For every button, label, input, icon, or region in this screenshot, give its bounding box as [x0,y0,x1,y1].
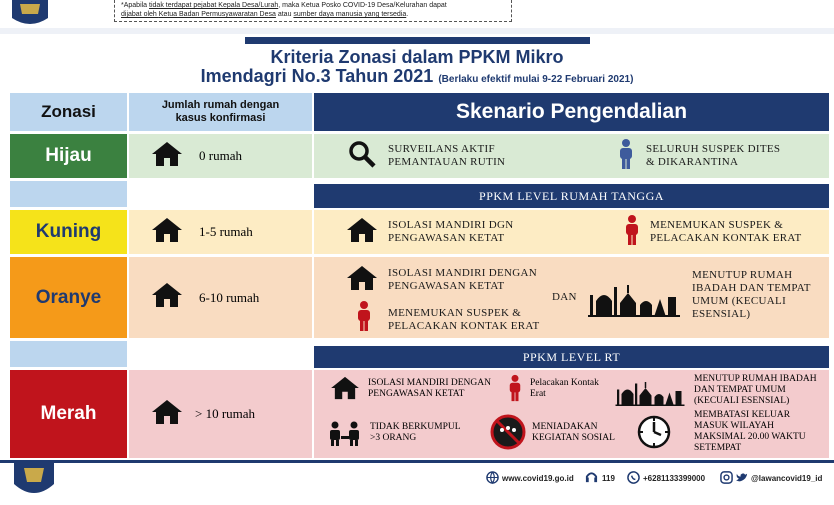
actions-hijau: SURVEILANS AKTIF PEMANTAUAN RUTIN SELURUH SUSPEK DITES & DIKARANTINA [314,134,829,178]
top-note: *Apabila tidak terdapat pejabat Kepala Desa/Lurah, maka Ketua Posko COVID-19 Desa/Kelurahan dapat dijabat oleh Ketua Badan Permusyawaratan Desa atau sumber daya manusia yang tersedia. [114,0,512,22]
actions-oranye: ISOLASI MANDIRI DENGAN PENGAWASAN KETAT MENEMUKAN SUSPEK & PELACAKAN KONTAK ERAT DAN MENUTUP RUMAH IBADAH DAN TEMPAT UMUM (KECUALI ESENSIAL) [314,257,829,338]
house-icon [151,282,183,313]
band-rt: PPKM LEVEL RT [314,346,829,368]
header-skenario: Skenario Pengendalian [314,93,829,131]
person-icon [618,139,634,174]
house-icon [151,141,183,172]
title-stripe [245,37,590,44]
clock-icon [636,414,672,455]
count-oranye: 6-10 rumah [129,257,312,338]
magnifier-icon [348,140,376,173]
whatsapp-number[interactable]: +6281133399000 [643,474,706,483]
zone-kuning: Kuning [10,210,127,254]
zone-oranye: Oranye [10,257,127,338]
social-handle[interactable]: @lawancovid19_id [751,474,823,483]
count-hijau: 0 rumah [129,134,312,178]
header-jumlah: Jumlah rumah dengan kasus konfirmasi [129,93,312,131]
house-icon [346,217,378,248]
page-title: Kriteria Zonasi dalam PPKM Mikro [270,47,564,67]
dan-label: DAN [552,291,577,303]
person-red-icon [624,215,640,250]
spacer-cell [10,181,127,207]
count-merah: > 10 rumah [129,370,312,458]
house-icon [330,376,360,405]
zone-merah: Merah [10,370,127,458]
zone-hijau: Hijau [10,134,127,178]
band-rumah-tangga: PPKM LEVEL RUMAH TANGGA [314,184,829,208]
actions-merah: ISOLASI MANDIRI DENGAN PENGAWASAN KETAT Pelacakan Kontak Erat MENUTUP RUMAH IBADAH DAN TEMPAT UMUM (KECUALI ESENSIAL) TIDAK BERKUMPUL >3 ORANG MENIADAKAN KEGIATAN SOSIAL MEMBATASI KELUAR MASUK WILAYAH MAKSIMAL 20.00 WAKTU SETEMPAT [314,370,829,458]
person-red-icon [356,301,372,336]
footer-divider [0,460,834,463]
headset-icon [585,471,598,489]
logo-top [8,0,52,28]
house-icon [151,217,183,248]
twitter-icon [735,471,748,489]
people-group-icon [328,420,362,451]
person-red-icon [508,374,522,407]
instagram-icon [720,471,733,489]
website-link[interactable]: www.covid19.go.id [502,474,574,483]
spacer-cell [10,341,127,367]
page-subtitle: Imendagri No.3 Tahun 2021 (Berlaku efektif mulai 9-22 Februari 2021) [200,66,634,86]
house-icon [346,265,378,296]
house-icon [151,399,183,430]
whatsapp-icon [627,471,640,489]
logo-bottom [8,462,60,505]
actions-kuning: ISOLASI MANDIRI DGN PENGAWASAN KETAT MENEMUKAN SUSPEK & PELACAKAN KONTAK ERAT [314,210,829,254]
places-of-worship-icon [588,277,680,322]
places-of-worship-icon [614,376,686,411]
globe-icon [486,471,499,489]
top-divider [0,28,834,34]
hotline-number[interactable]: 119 [602,474,615,483]
count-kuning: 1-5 rumah [129,210,312,254]
no-gathering-icon [490,414,526,455]
header-zonasi: Zonasi [10,93,127,131]
